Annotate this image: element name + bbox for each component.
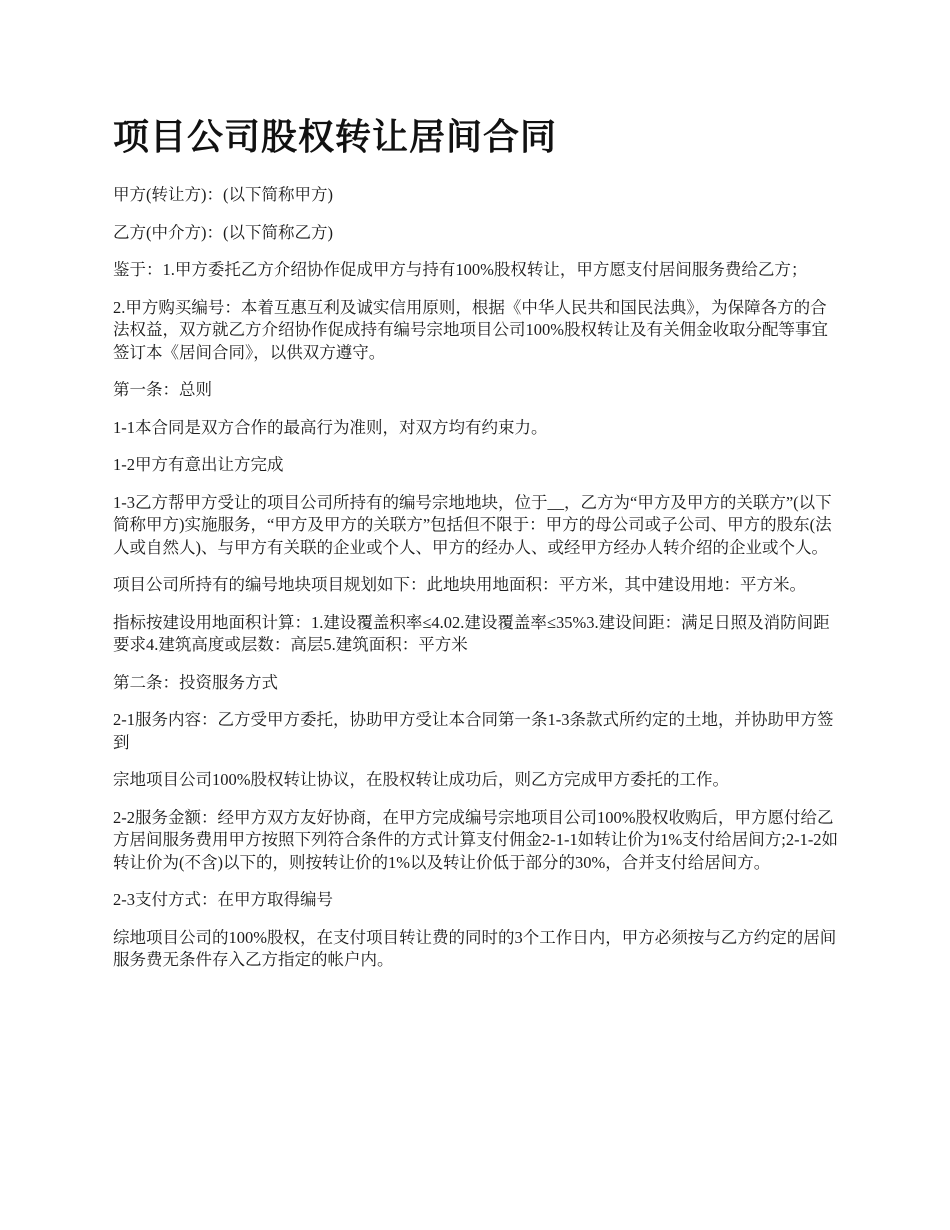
- article-2-heading: 第二条：投资服务方式: [113, 672, 278, 692]
- land-indicators-paragraph: 指标按建设用地面积计算：1.建设覆盖积率≤4.02.建设覆盖率≤35%3.建设间距：满足日照及消防间距要求4.建筑高度或层数：高层5.建筑面积：平方米: [113, 612, 830, 654]
- clause-2-2: 2-2服务金额：经甲方双方友好协商，在甲方完成编号宗地项目公司100%股权收购后，甲方愿付给乙方居间服务费用甲方按照下列符合条件的方式计算支付佣金2-1-1如转让价为1%支付给居间方;2-1-2如转让价为(不含)以下的，则按转让价的1%以及转让价低于部分的30%，合并支付给居间方。: [113, 807, 839, 872]
- clause-2-3: 2-3支付方式：在甲方取得编号: [113, 890, 333, 909]
- land-plan-paragraph: 项目公司所持有的编号地块项目规划如下：此地块用地面积：平方米，其中建设用地：平方米。: [113, 575, 806, 594]
- clause-2-1-continued: 宗地项目公司100%股权转让协议，在股权转让成功后，则乙方完成甲方委托的工作。: [113, 770, 729, 789]
- whereas-clause-1: 鉴于：1.甲方委托乙方介绍协作促成甲方与持有100%股权转让，甲方愿支付居间服务费给乙方；: [113, 260, 808, 279]
- party-a-line: 甲方(转让方)：(以下简称甲方): [113, 185, 333, 204]
- clause-1-1: 1-1本合同是双方合作的最高行为准则，对双方均有约束力。: [113, 417, 548, 437]
- article-1-heading: 第一条：总则: [113, 380, 212, 399]
- whereas-clause-2: 2.甲方购买编号：本着互惠互利及诚实信用原则，根据《中华人民共和国民法典》，为保障各方的合法权益，双方就乙方介绍协作促成持有编号宗地项目公司100%股权转让及有关佣金收取分配等事宜签订本《居间合同》，以供双方遵守。: [113, 297, 828, 362]
- party-b-line: 乙方(中介方)：(以下简称乙方): [113, 222, 333, 242]
- clause-1-2: 1-2甲方有意出让方完成: [113, 455, 284, 474]
- document-page: [113, 112, 843, 987]
- clause-2-3-continued: 综地项目公司的100%股权，在支付项目转让费的同时的3个工作日内，甲方必须按与乙方约定的居间服务费无条件存入乙方指定的帐户内。: [113, 927, 837, 969]
- clause-1-3: 1-3乙方帮甲方受让的项目公司所持有的编号宗地地块，位于__，乙方为“甲方及甲方的关联方”(以下简称甲方)实施服务，“甲方及甲方的关联方”包括但不限于：甲方的母公司或子公司、甲方的股东(法人或自然人)、与甲方有关联的企业或个人、甲方的经办人、或经甲方经办人转介绍的企业或个人。: [113, 492, 832, 557]
- clause-2-1: 2-1服务内容：乙方受甲方委托，协助甲方受让本合同第一条1-3条款式所约定的土地，并协助甲方签到: [113, 710, 834, 752]
- document-title: 项目公司股权转让居间合同: [113, 117, 558, 157]
